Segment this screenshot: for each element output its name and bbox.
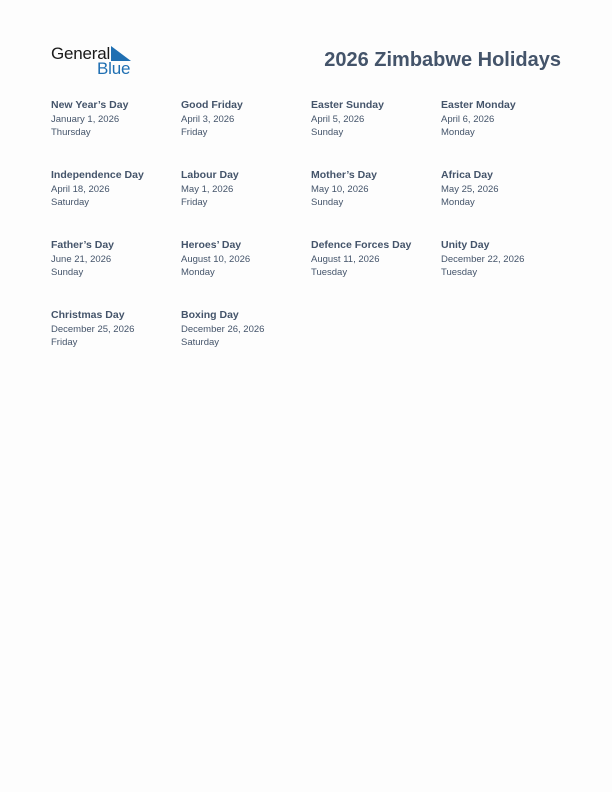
holiday-weekday: Monday	[181, 267, 215, 278]
holiday-name: New Year’s Day	[51, 99, 129, 111]
holiday-date: June 21, 2026	[51, 254, 112, 265]
holiday-weekday: Saturday	[51, 197, 90, 208]
holiday-name: Christmas Day	[51, 309, 125, 321]
holiday-name: Defence Forces Day	[311, 239, 412, 251]
holiday-date: December 26, 2026	[181, 324, 265, 335]
holiday-weekday: Monday	[441, 127, 475, 138]
holiday-weekday: Monday	[441, 197, 475, 208]
holiday-name: Easter Monday	[441, 99, 516, 111]
holiday-item	[311, 99, 439, 139]
holiday-weekday: Thursday	[51, 127, 91, 138]
holiday-name: Unity Day	[441, 239, 490, 251]
holiday-weekday: Friday	[181, 127, 208, 138]
holiday-item	[181, 309, 309, 349]
holiday-item	[181, 169, 309, 209]
holiday-date: May 10, 2026	[311, 184, 369, 195]
holiday-name: Independence Day	[51, 169, 144, 181]
holiday-name: Africa Day	[441, 169, 493, 181]
holiday-date: January 1, 2026	[51, 114, 120, 125]
holiday-item	[51, 309, 179, 349]
holiday-date: April 3, 2026	[181, 114, 235, 125]
holiday-name: Labour Day	[181, 169, 239, 181]
holiday-date: May 1, 2026	[181, 184, 234, 195]
holiday-name: Father’s Day	[51, 239, 115, 251]
holiday-date: August 10, 2026	[181, 254, 251, 265]
logo-text-general: General	[51, 44, 111, 63]
holiday-weekday: Friday	[181, 197, 208, 208]
page-title: 2026 Zimbabwe Holidays	[324, 49, 561, 71]
holiday-item	[181, 99, 309, 139]
holiday-weekday: Tuesday	[441, 267, 478, 278]
holiday-item	[181, 239, 309, 279]
holiday-weekday: Sunday	[311, 127, 344, 138]
holiday-date: December 22, 2026	[441, 254, 525, 265]
holiday-weekday: Tuesday	[311, 267, 348, 278]
holiday-item	[441, 239, 569, 279]
holiday-date: April 18, 2026	[51, 184, 110, 195]
holiday-weekday: Saturday	[181, 337, 220, 348]
logo-text-blue: Blue	[97, 59, 131, 78]
holiday-item	[311, 169, 439, 209]
holiday-weekday: Friday	[51, 337, 78, 348]
holiday-name: Easter Sunday	[311, 99, 384, 111]
holiday-date: April 6, 2026	[441, 114, 495, 125]
generalblue-logo	[51, 44, 133, 78]
holiday-item	[51, 239, 179, 279]
holiday-item	[51, 99, 179, 139]
holiday-date: December 25, 2026	[51, 324, 135, 335]
holiday-item	[441, 99, 569, 139]
holiday-name: Heroes’ Day	[181, 239, 242, 251]
holiday-date: August 11, 2026	[311, 254, 380, 265]
holiday-name: Good Friday	[181, 99, 243, 111]
holiday-weekday: Sunday	[311, 197, 344, 208]
holiday-date: April 5, 2026	[311, 114, 365, 125]
holiday-date: May 25, 2026	[441, 184, 499, 195]
holiday-item	[441, 169, 569, 209]
holiday-weekday: Sunday	[51, 267, 84, 278]
holiday-item	[51, 169, 179, 209]
holiday-item	[311, 239, 439, 279]
holiday-name: Boxing Day	[181, 309, 239, 321]
holiday-name: Mother’s Day	[311, 169, 377, 181]
